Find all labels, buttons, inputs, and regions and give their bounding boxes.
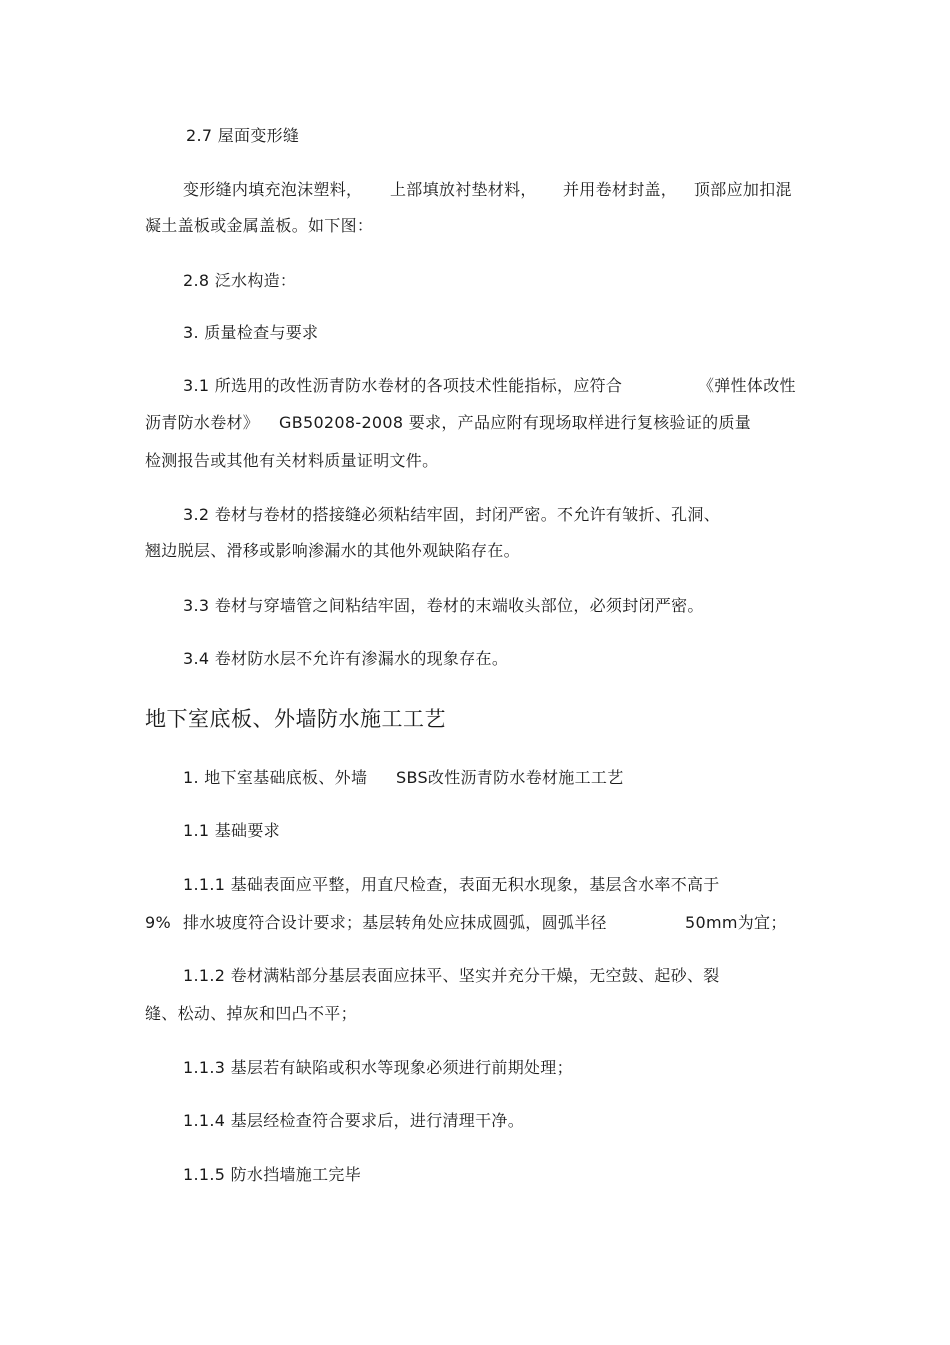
text-segment: 上部填放衬垫材料， [390,180,537,199]
text-segment: SBS改性沥青防水卷材施工工艺 [396,768,624,787]
part-1-1-3: 1.1.3 基层若有缺陷或积水等现象必须进行前期处理； [183,1058,573,1077]
section-3-4: 3.4 卷材防水层不允许有渗漏水的现象存在。 [183,649,509,668]
text-segment: 1. 地下室基础底板、外墙 [183,768,368,787]
text-segment: 《弹性体改性 [698,376,796,395]
section-3-1-line-2 [145,413,785,433]
section-2-8-title: 2.8 泛水构造： [183,271,297,290]
part-1-1-2-line-2: 缝、松动、掉灰和凹凸不平； [145,1004,357,1023]
part-1-title [183,768,703,788]
text-segment: 50mm为宜； [685,913,787,932]
text-segment: 变形缝内填充泡沫塑料， [183,180,363,199]
part-1-1-title: 1.1 基础要求 [183,821,280,840]
part-1-1-1-line-1: 1.1.1 基础表面应平整，用直尺检查，表面无积水现象，基层含水率不高于 [183,875,720,894]
part-1-1-4: 1.1.4 基层经检查符合要求后，进行清理干净。 [183,1111,524,1130]
section-3-1-line-3: 检测报告或其他有关材料质量证明文件。 [145,451,439,470]
text-segment: 3.1 所选用的改性沥青防水卷材的各项技术性能指标，应符合 [183,376,623,395]
section-3-title: 3. 质量检查与要求 [183,323,319,342]
text-segment: 9% [145,913,171,932]
section-2-7-title: 2.7 屋面变形缝 [186,126,300,145]
section-3-1-line-1 [183,376,803,396]
section-2-7-body-line-2: 凝土盖板或金属盖板。如下图： [145,216,374,235]
section-3-2-line-2: 翘边脱层、滑移或影响渗漏水的其他外观缺陷存在。 [145,541,520,560]
text-segment: 沥青防水卷材》 [145,413,260,432]
part-1-1-5: 1.1.5 防水挡墙施工完毕 [183,1165,361,1184]
section-heading: 地下室底板、外墙防水施工工艺 [145,707,446,731]
text-segment: 并用卷材封盖， [563,180,678,199]
section-2-7-body-line-1 [183,180,803,200]
text-segment: GB50208-2008 要求，产品应附有现场取样进行复核验证的质量 [279,413,752,432]
section-3-3: 3.3 卷材与穿墙管之间粘结牢固，卷材的末端收头部位，必须封闭严密。 [183,596,704,615]
text-segment: 顶部应加扣混 [694,180,792,199]
part-1-1-1-line-2 [145,913,785,933]
section-3-2-line-1: 3.2 卷材与卷材的搭接缝必须粘结牢固，封闭严密。不允许有皱折、孔洞、 [183,505,721,524]
part-1-1-2-line-1: 1.1.2 卷材满粘部分基层表面应抹平、坚实并充分干燥，无空鼓、起砂、裂 [183,966,720,985]
text-segment: 排水坡度符合设计要求；基层转角处应抹成圆弧，圆弧半径 [183,913,607,932]
